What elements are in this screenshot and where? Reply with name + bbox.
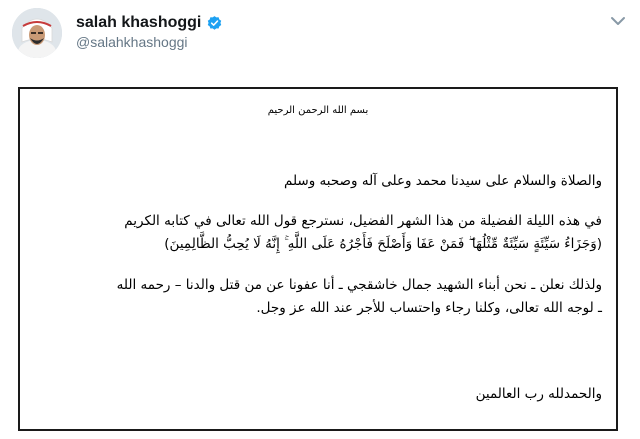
verified-badge-icon: [206, 15, 223, 32]
attached-letter-image[interactable]: [18, 87, 618, 431]
name-row: [76, 13, 223, 33]
paragraph-2-line-1: في هذه الليلة الفضيلة من هذا الشهر الفضيل، نسترجع قول الله تعالى في كتابه الكريم: [124, 213, 602, 229]
basmala: بسم الله الرحمن الرحيم: [267, 105, 369, 116]
display-name[interactable]: salah khashoggi: [76, 14, 202, 31]
avatar[interactable]: [12, 8, 62, 58]
tweet-header: [0, 0, 640, 72]
paragraph-3-line-1: ولذلك نعلن ـ نحن أبناء الشهيد جمال خاشقجي ـ أنا عفونا عن من قتل والدنا – رحمه الله: [116, 277, 602, 293]
paragraph-2-line-2: (وَجَزَاءُ سَيِّئَةٍ سَيِّئَةٌ مِّثْلُهَا ۖ فَمَنْ عَفَا وَأَصْلَحَ فَأَجْرُهُ عَلَى اللَّهِ ۚ إِنَّهُ لَا يُحِبُّ الظَّالِمِينَ): [164, 236, 602, 252]
salutation: والصلاة والسلام على سيدنا محمد وعلى آله وصحبه وسلم: [283, 173, 602, 189]
paragraph-3-line-2: ـ لوجه الله تعالى، وكلنا رجاء واحتساب للأجر عند الله عز وجل.: [256, 300, 602, 316]
chevron-down-icon[interactable]: [610, 14, 626, 26]
profile-photo: [12, 8, 62, 58]
closing-line: والحمدلله رب العالمين: [475, 386, 602, 402]
handle[interactable]: @salahkhashoggi: [76, 34, 188, 50]
